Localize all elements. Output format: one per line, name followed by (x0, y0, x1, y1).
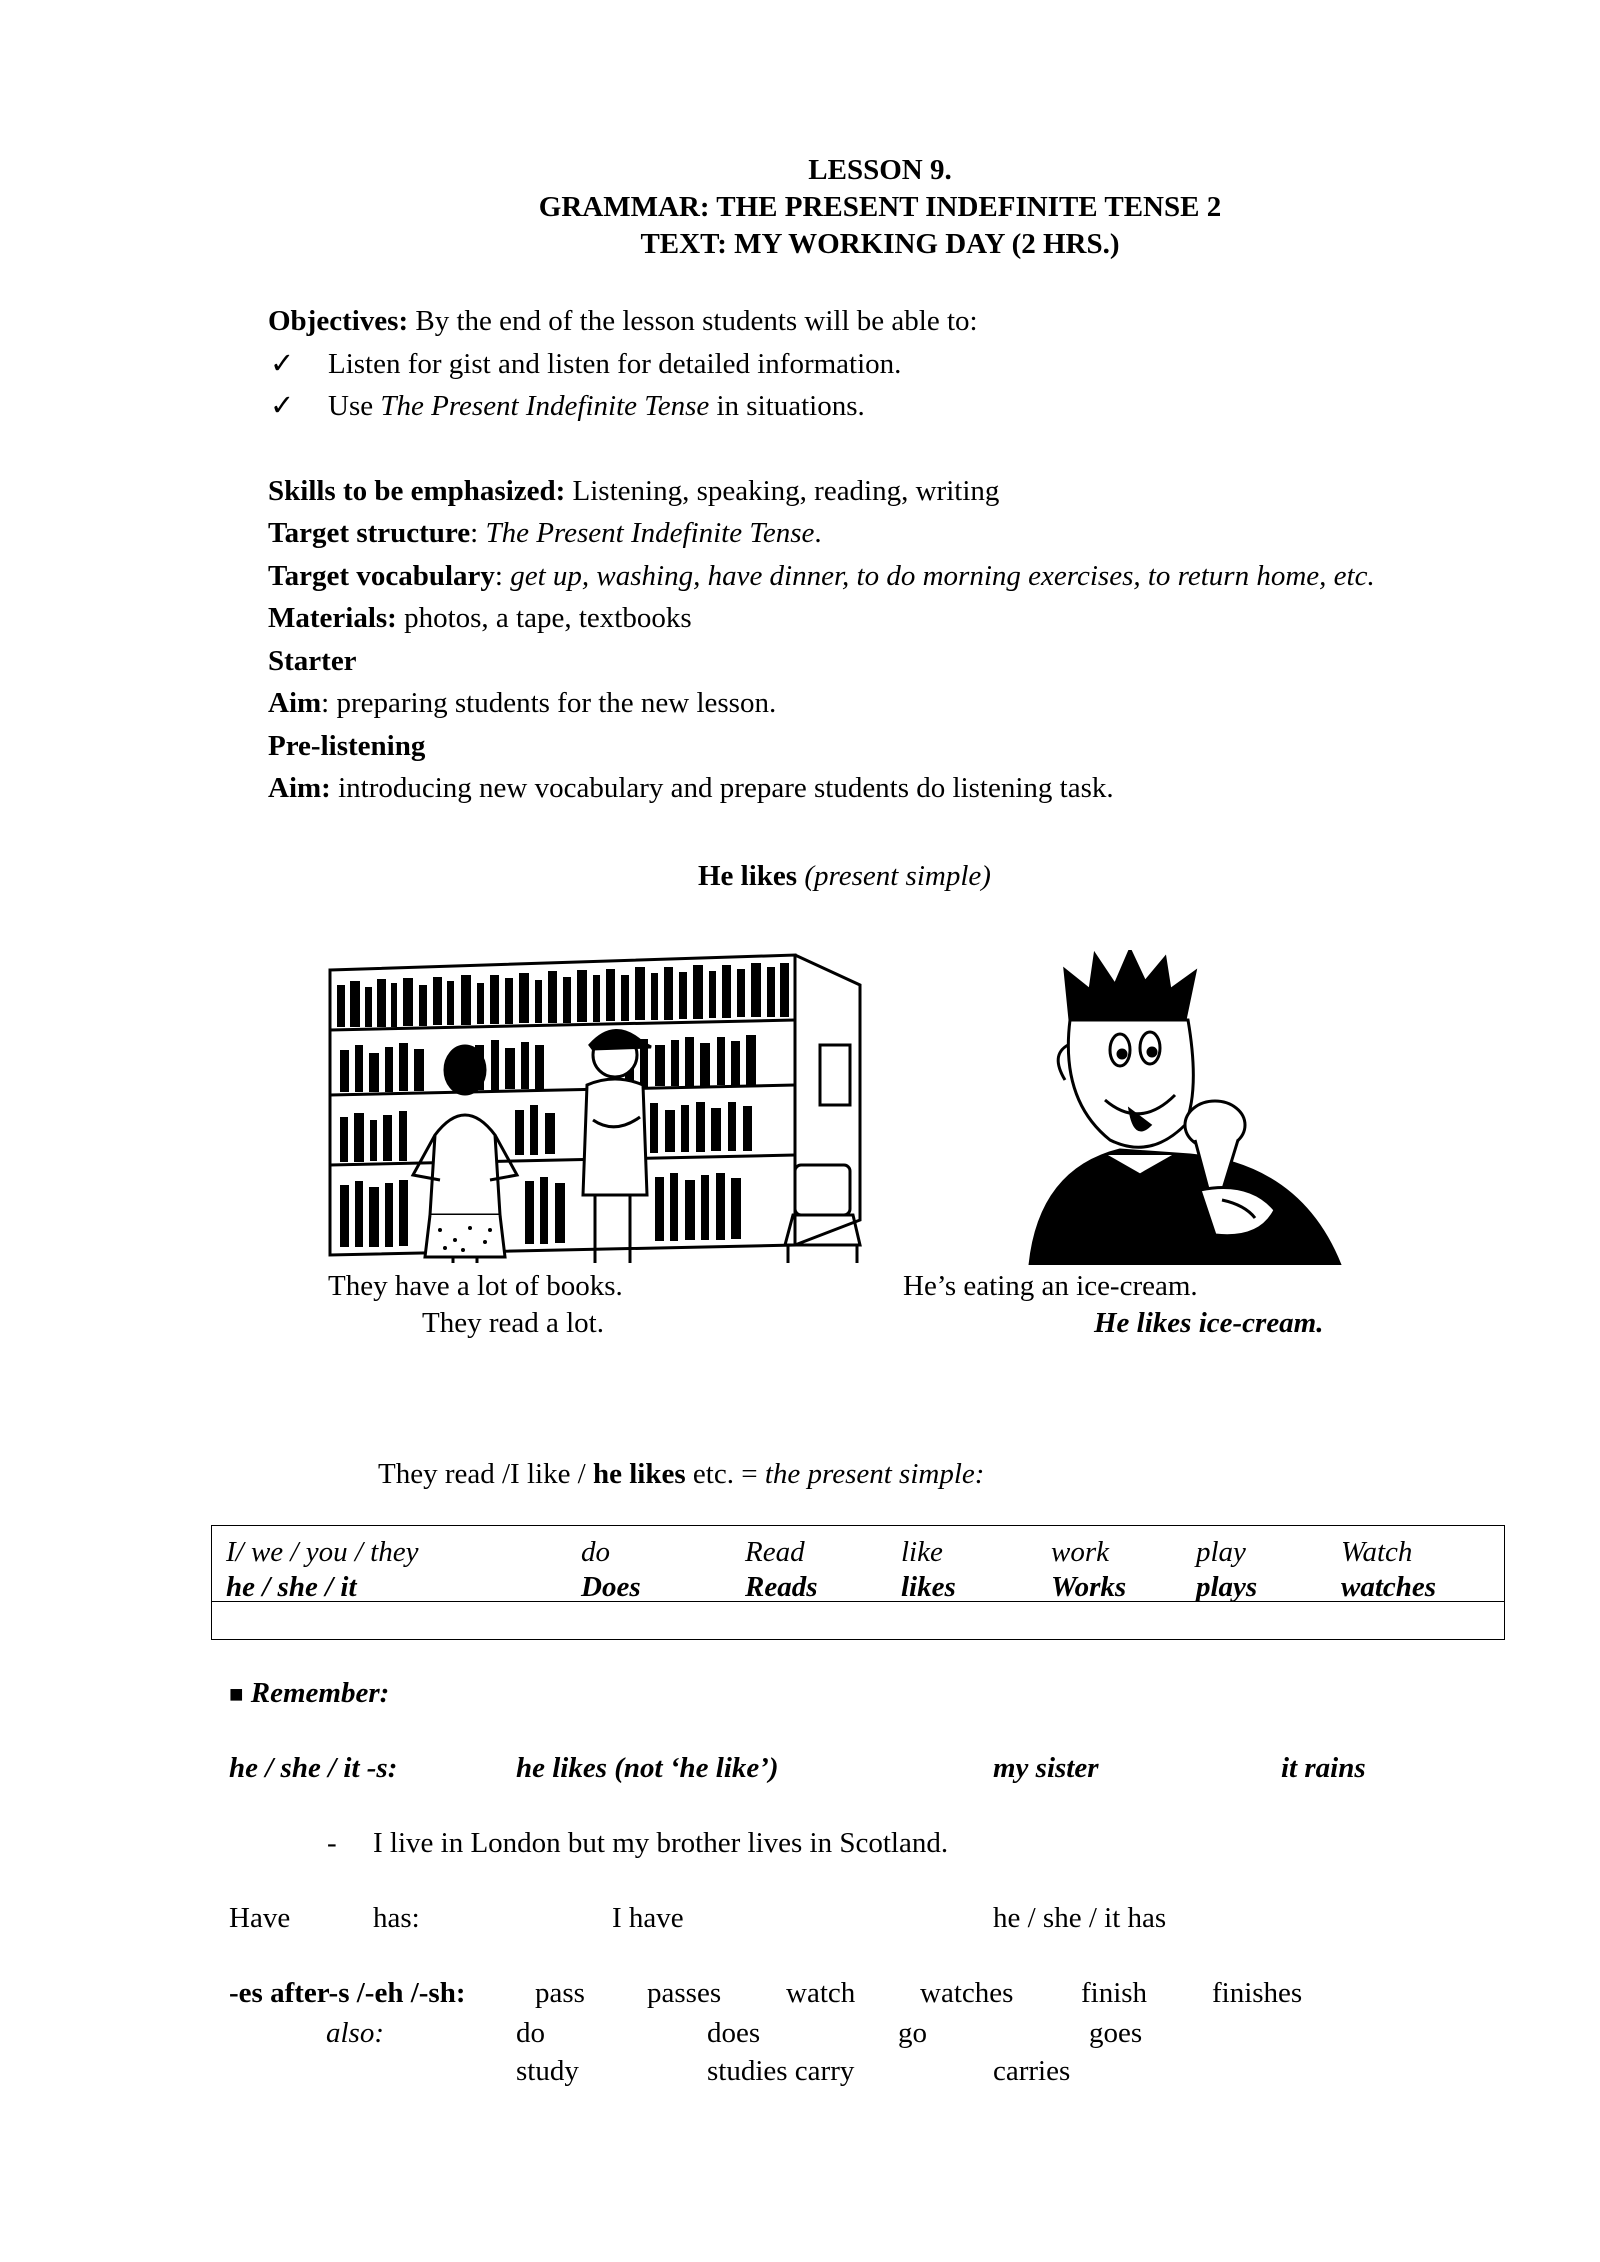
caption-left-2: They read a lot. (422, 1307, 604, 1339)
summary-bold: he likes (593, 1458, 686, 1490)
objective-text: Listen for gist and listen for detailed information. (328, 347, 902, 380)
target-structure-colon: : (470, 517, 486, 549)
summary-line (378, 1458, 984, 1491)
check-icon: ✓ (270, 347, 295, 380)
target-structure-label: Target structure (268, 517, 471, 549)
target-vocabulary-value: get up, washing, have dinner, to do morning exercises, to return home, etc. (510, 559, 1375, 592)
example-dash: - (327, 1827, 337, 1859)
materials-label: Materials: (268, 602, 397, 634)
materials-value: photos, a tape, textbooks (404, 602, 692, 634)
objective-text-emphasis: The Present Indefinite Tense (380, 390, 710, 422)
objective-text-suffix: in situations. (709, 390, 865, 422)
table-cell: plays (1196, 1571, 1258, 1603)
library-illustration (325, 945, 900, 1265)
he-likes-italic: (present simple) (804, 860, 991, 892)
remember-label: Remember: (250, 1677, 390, 1709)
objectives-intro: By the end of the lesson students will be able to: (415, 305, 978, 337)
materials-line (268, 597, 1468, 640)
check-icon: ✓ (270, 390, 295, 422)
summary-italic: the present simple: (764, 1458, 985, 1490)
objectives-line (268, 300, 1468, 343)
he-likes-bold: He likes (698, 860, 798, 892)
also-word: go (898, 2017, 927, 2049)
es-rule-label: -es after-s /-eh /-sh: (229, 1977, 466, 2009)
also-word: do (516, 2017, 545, 2049)
also-word: goes (1089, 2017, 1143, 2049)
aim2-value: introducing new vocabulary and prepare students do listening task. (338, 772, 1114, 804)
table-cell: Read (745, 1536, 805, 1568)
table-cell: Reads (745, 1571, 818, 1603)
objectives-label: Objectives: (268, 305, 409, 337)
remember-heading (229, 1677, 389, 1710)
table-cell: play (1196, 1536, 1246, 1568)
es-word: watches (920, 1977, 1014, 2009)
aim-value: preparing students for the new lesson. (336, 687, 777, 719)
table-cell: Watch (1341, 1536, 1413, 1568)
skills-label: Skills to be emphasized: (268, 474, 566, 507)
table-cell: I/ we / you / they (226, 1536, 419, 1568)
target-structure-line (268, 512, 1468, 555)
have-cell-1: Have (229, 1902, 291, 1934)
grammar-title: GRAMMAR: THE PRESENT INDEFINITE TENSE 2 (538, 191, 1222, 223)
conjugation-table (211, 1525, 1505, 1640)
table-cell: work (1051, 1536, 1109, 1568)
have-cell-2: has: (373, 1902, 420, 1934)
objective-text-prefix: Use (328, 390, 381, 422)
lesson-header (0, 152, 1600, 263)
aim-line-2 (268, 767, 1468, 810)
es-word: passes (647, 1977, 722, 2009)
ice-cream-illustration (1010, 950, 1390, 1265)
also-word: does (707, 2017, 761, 2049)
target-vocabulary-line (268, 555, 1468, 598)
aim-colon: : (321, 687, 337, 719)
objective-item (270, 385, 1468, 428)
table-row-divider (212, 1601, 1504, 1602)
aim-label: Aim (268, 687, 322, 719)
summary-middle: etc. = (685, 1458, 765, 1490)
skills-line (268, 470, 1468, 513)
es-word: finish (1081, 1977, 1148, 2009)
have-cell-4: he / she / it has (993, 1902, 1167, 1934)
table-cell: he / she / it (226, 1571, 357, 1603)
skills-value: Listening, speaking, reading, writing (572, 474, 1000, 507)
target-structure-value: The Present Indefinite Tense (485, 517, 815, 549)
summary-prefix: They read /I like / (378, 1458, 593, 1490)
target-structure-period: . (814, 517, 822, 549)
text-title: TEXT: MY WORKING DAY (2 HRS.) (640, 228, 1120, 260)
table-cell: Works (1051, 1571, 1127, 1603)
es-word: finishes (1212, 1977, 1303, 2009)
also-label: also: (326, 2017, 384, 2049)
aim-line (268, 682, 1468, 725)
example-sentence: I live in London but my brother lives in Scotland. (373, 1827, 949, 1859)
target-vocabulary-label: Target vocabulary (268, 559, 495, 592)
he-likes-heading (698, 860, 991, 893)
lesson-plan-body (268, 300, 1468, 810)
rule-s-example-2: my sister (993, 1752, 1099, 1784)
target-vocabulary-colon: : (494, 559, 511, 592)
have-cell-3: I have (612, 1902, 684, 1934)
rule-s-example-3: it rains (1281, 1752, 1366, 1784)
rule-s-label: he / she / it -s: (229, 1752, 398, 1784)
table-cell: likes (901, 1571, 956, 1603)
starter-heading: Starter (268, 644, 357, 677)
prelistening-heading: Pre-listening (268, 729, 426, 762)
caption-left-1: They have a lot of books. (328, 1270, 623, 1302)
es-word: watch (786, 1977, 856, 2009)
lesson-number: LESSON 9. (808, 154, 952, 186)
table-cell: watches (1341, 1571, 1437, 1603)
caption-right-2: He likes ice-cream. (1094, 1307, 1324, 1339)
aim2-label: Aim: (268, 772, 331, 804)
rule-s-example-1: he likes (not ‘he like’) (516, 1752, 779, 1784)
table-cell: do (581, 1536, 610, 1568)
caption-right-1: He’s eating an ice-cream. (903, 1270, 1198, 1302)
table-cell: like (901, 1536, 943, 1568)
also-word: studies carry (707, 2055, 855, 2087)
table-cell: Does (581, 1571, 641, 1603)
also-word: study (516, 2055, 579, 2087)
objective-item (270, 343, 1468, 386)
square-bullet-icon: ■ (229, 1682, 244, 1708)
also-word: carries (993, 2055, 1071, 2087)
es-word: pass (535, 1977, 585, 2009)
